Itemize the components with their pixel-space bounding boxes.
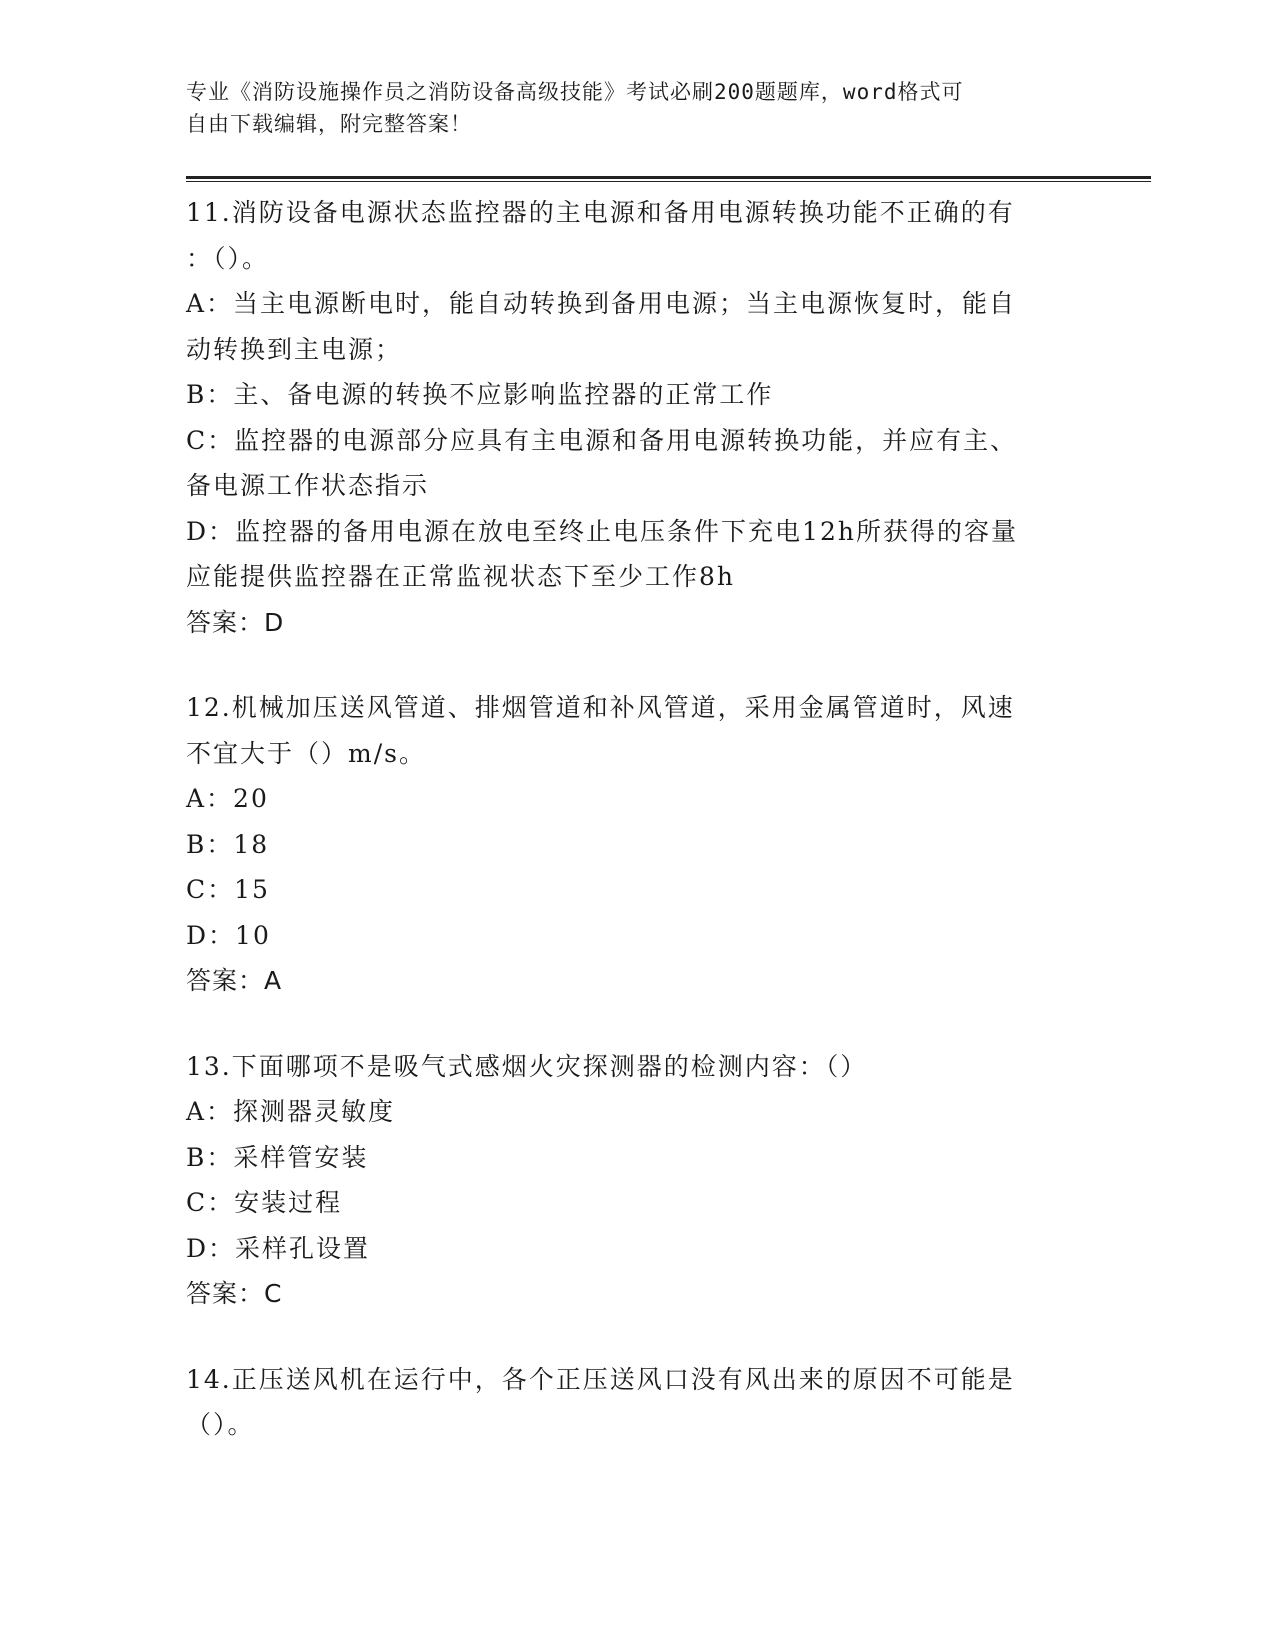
question-stem: 14.正压送风机在运行中，各个正压送风口没有风出来的原因不可能是 [186, 1364, 1015, 1394]
question-stem: 11.消防设备电源状态监控器的主电源和备用电源转换功能不正确的有 [186, 198, 1015, 227]
option-d: D：监控器的备用电源在放电至终止电压条件下充电12h所获得的容量 [186, 516, 1018, 546]
option-d-cont: 应能提供监控器在正常监视状态下至少工作8h [186, 562, 736, 591]
question-stem-cont: 不宜大于（）m/s。 [186, 738, 426, 768]
answer-label: 答案：D [186, 607, 285, 637]
document-header [186, 76, 1066, 140]
question-list [186, 190, 1066, 1488]
question-stem-cont: （）。 [186, 1410, 255, 1439]
question-12 [186, 685, 1066, 1004]
answer-label: 答案：C [186, 1279, 283, 1308]
option-d: D：10 [186, 920, 271, 950]
header-line-2: 自由下载编辑，附完整答案！ [186, 112, 472, 136]
option-c: C：15 [186, 875, 270, 904]
option-b: B：主、备电源的转换不应影响监控器的正常工作 [186, 380, 774, 409]
question-stem: 13.下面哪项不是吸气式感烟火灾探测器的检测内容：（） [186, 1051, 868, 1081]
question-stem-cont: ：（）。 [186, 243, 270, 273]
option-c-cont: 备电源工作状态指示 [186, 471, 430, 500]
question-stem: 12.机械加压送风管道、排烟管道和补风管道，采用金属管道时，风速 [186, 693, 1015, 722]
option-a: A：探测器灵敏度 [186, 1097, 396, 1126]
option-c: C：安装过程 [186, 1188, 343, 1217]
option-b: B：18 [186, 829, 270, 859]
header-divider [186, 176, 1151, 182]
option-a: A：当主电源断电时，能自动转换到备用电源；当主电源恢复时，能自 [186, 289, 1017, 318]
answer-label: 答案：A [186, 966, 283, 995]
question-14 [186, 1357, 1066, 1448]
option-d: D：采样孔设置 [186, 1233, 371, 1263]
option-a-cont: 动转换到主电源； [186, 334, 403, 364]
option-a: A：20 [186, 784, 269, 813]
option-b: B：采样管安装 [186, 1142, 369, 1172]
question-11 [186, 190, 1066, 645]
question-13 [186, 1044, 1066, 1317]
option-c: C：监控器的电源部分应具有主电源和备用电源转换功能，并应有主、 [186, 425, 1018, 455]
header-line-1: 专业《消防设施操作员之消防设备高级技能》考试必刷200题题库，word格式可 [186, 80, 964, 104]
